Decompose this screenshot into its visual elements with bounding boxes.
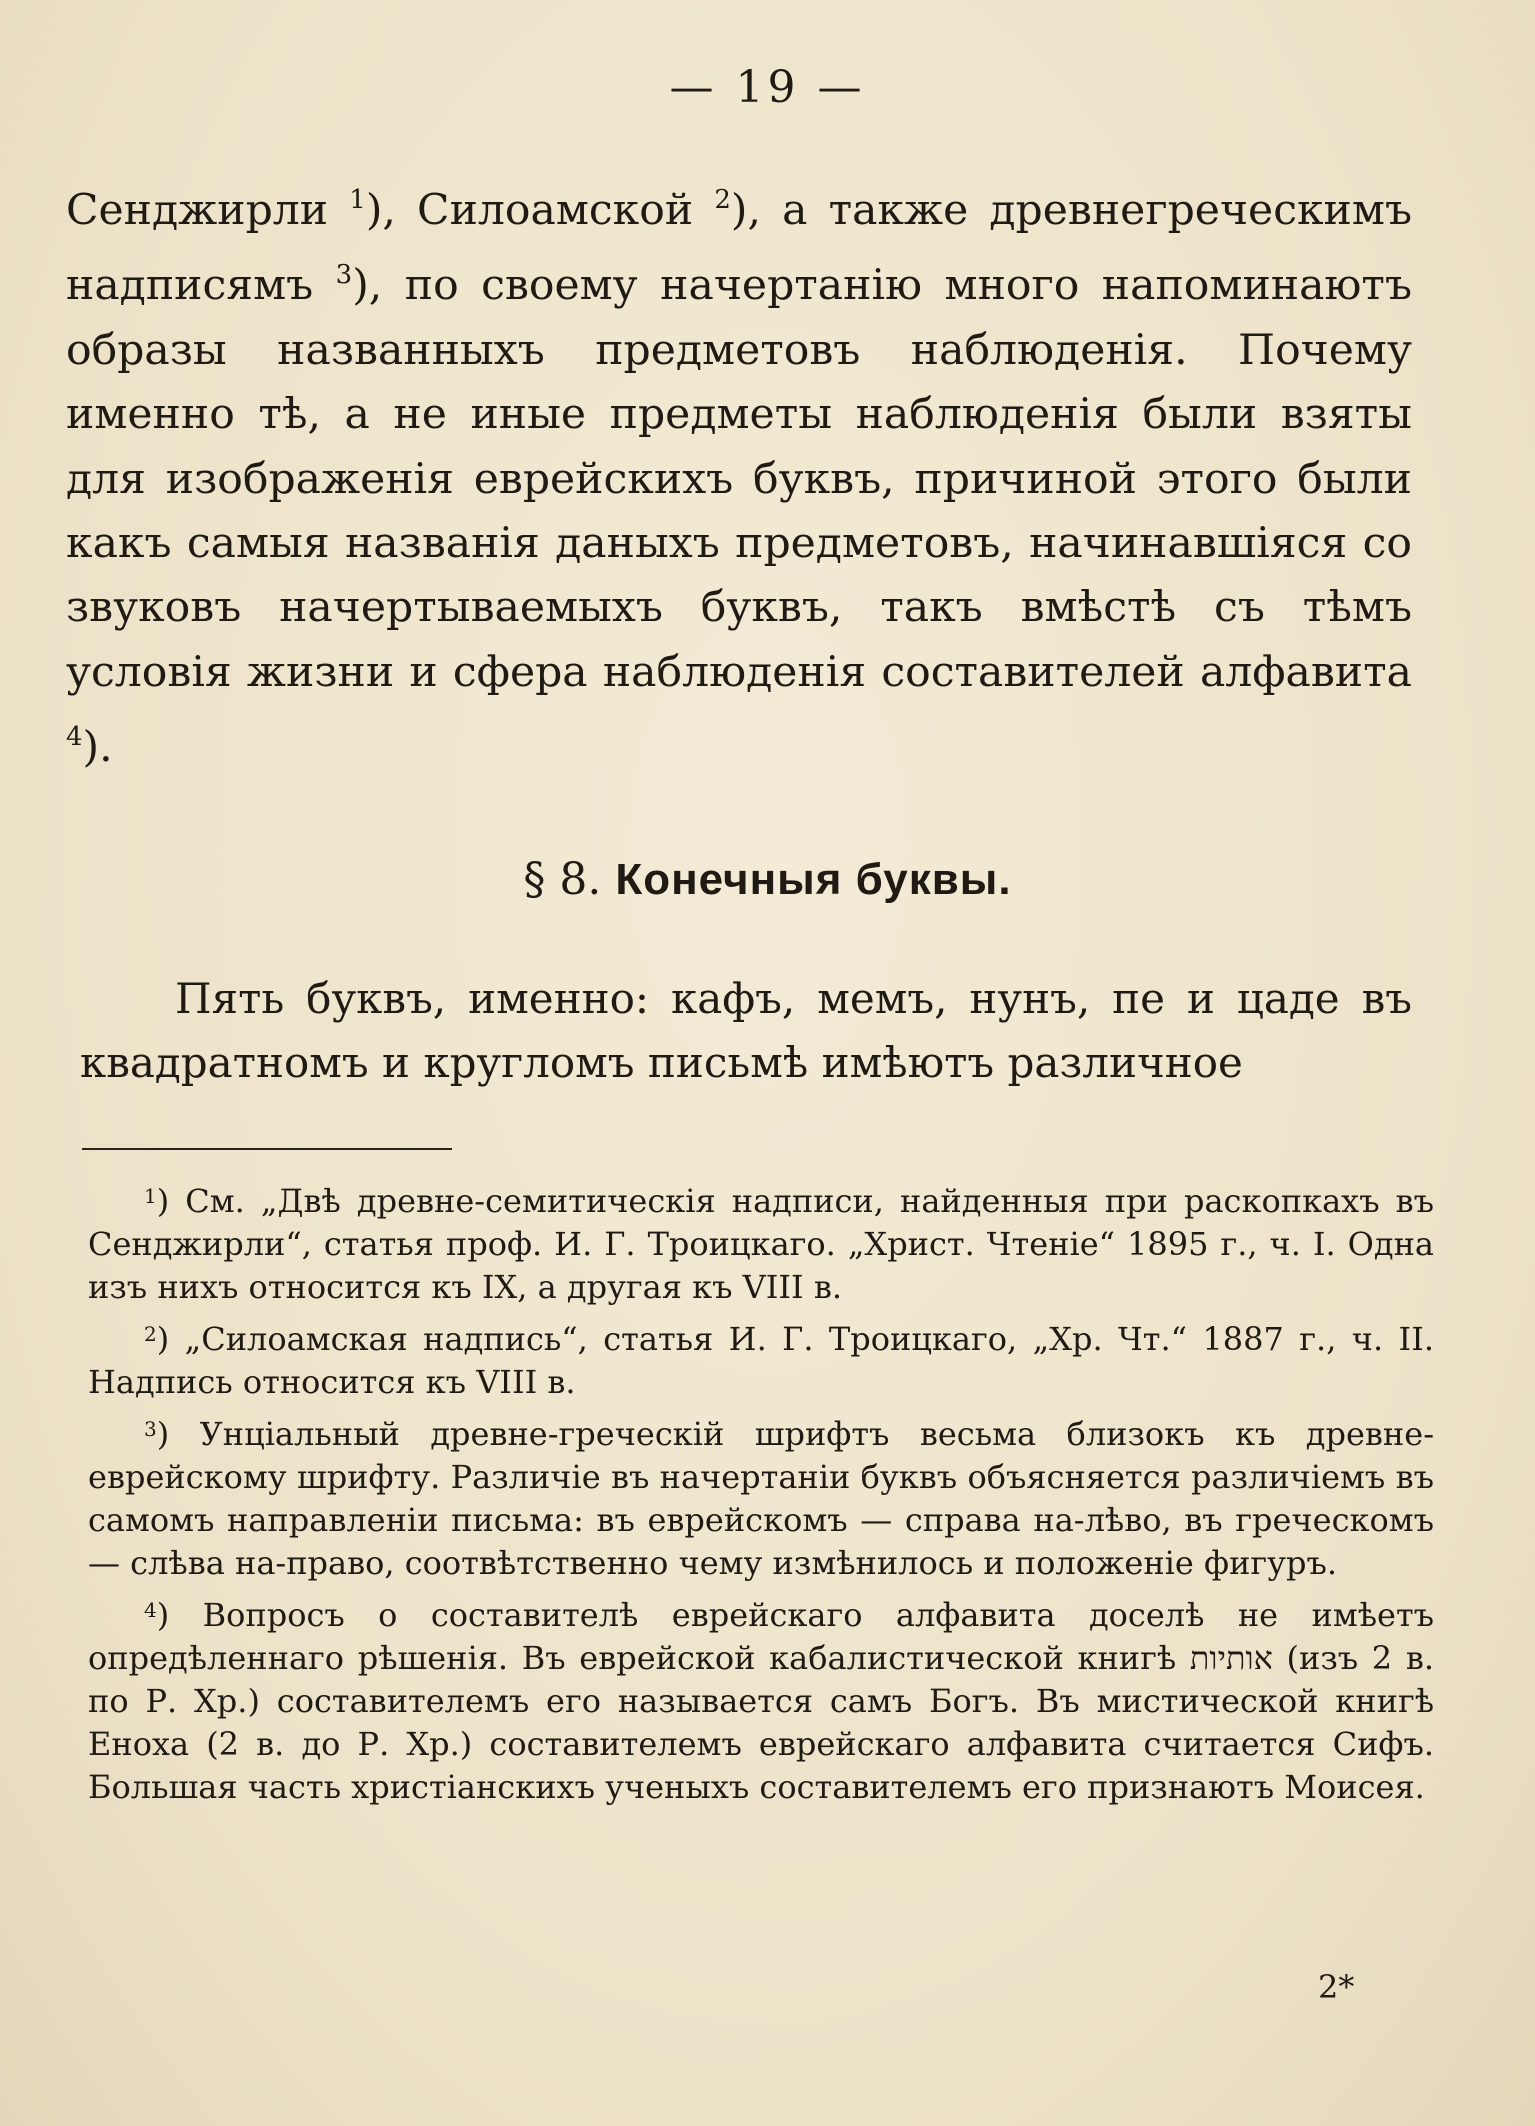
section-heading	[0, 854, 1535, 905]
section-title: Конечныя буквы.	[615, 855, 1012, 904]
footnote-divider	[82, 1148, 452, 1150]
paragraph-1-text: Сенджирли	[66, 186, 350, 235]
paragraph-1-text: ), а также древнегреческимъ надписямъ	[66, 186, 1412, 311]
footnote-mark: 3	[144, 1417, 157, 1441]
footnote-4	[88, 1589, 1434, 1809]
paragraph-2: Пять буквъ, именно: кафъ, мемъ, нунъ, пе и цаде въ квадратномъ и кругломъ письмѣ имѣютъ различное	[80, 974, 1412, 1087]
footnote-mark: 4	[144, 1598, 157, 1622]
section-sign: § 8.	[523, 854, 602, 905]
footnote-ref-4[interactable]: 4	[66, 722, 83, 753]
paragraph-1-text: ), по своему начертанію много напоминаютъ образы названныхъ предметовъ наблюденія. Почему именно тѣ, а не иные предметы наблюденія были взяты для изображенія еврейскихъ буквъ, причиной этого были какъ самыя названія даныхъ предметовъ, начинавшіяся со звуковъ начертываемыхъ буквъ, такъ вмѣстѣ съ тѣмъ условія жизни и сфера наблюденія составителей алфавита	[66, 261, 1412, 697]
footnote-ref-3[interactable]: 3	[335, 260, 353, 291]
page-number: — 19 —	[669, 62, 866, 113]
footnote-text: ) „Силоамская надпись“, статья И. Г. Троицкаго, „Хр. Чт.“ 1887 г., ч. II. Надпись относится къ VIII в.	[88, 1320, 1434, 1401]
paragraph-1-text: ), Силоамской	[365, 186, 715, 235]
signature-mark: 2*	[1318, 1968, 1355, 2006]
footnote-mark: 2	[144, 1322, 157, 1346]
footnote-mark: 1	[144, 1184, 157, 1208]
footnote-2	[88, 1313, 1434, 1404]
footnotes	[88, 1175, 1434, 1813]
footnote-text: ) Унціальный древне-греческій шрифтъ весьма близокъ къ древне-еврейскому шрифту. Различіе въ начертаніи буквъ объясняется различіемъ въ самомъ направленіи письма: въ еврейскомъ — справа на-лѣво, въ греческомъ — слѣва на-право, соотвѣтственно чему измѣнилось и положеніе фигуръ.	[88, 1415, 1434, 1582]
footnote-text: ) См. „Двѣ древне-семитическія надписи, найденныя при раскопкахъ въ Сенджирли“, статья проф. И. Г. Троицкаго. „Христ. Чтеніе“ 1895 г., ч. I. Одна изъ нихъ относится къ IX, а другая къ VIII в.	[88, 1182, 1434, 1306]
footnote-1	[88, 1175, 1434, 1309]
footnote-3	[88, 1408, 1434, 1585]
footnote-ref-1[interactable]: 1	[349, 185, 366, 215]
paragraph-1-text: ).	[82, 723, 113, 773]
footnote-text: ) Вопросъ о составителѣ еврейскаго алфавита доселѣ не имѣетъ опредѣленнаго рѣшенія. Въ еврейской кабалистической книгѣ אותיות (изъ 2 в. по Р. Хр.) составителемъ его называется самъ Богъ. Въ мистической книгѣ Еноха (2 в. до Р. Хр.) составителемъ еврейскаго алфавита считается Сифъ. Большая часть христіанскихъ ученыхъ составителемъ его признаютъ Моисея.	[88, 1596, 1435, 1806]
footnote-ref-2[interactable]: 2	[714, 185, 731, 215]
paragraph-1	[66, 168, 1412, 781]
